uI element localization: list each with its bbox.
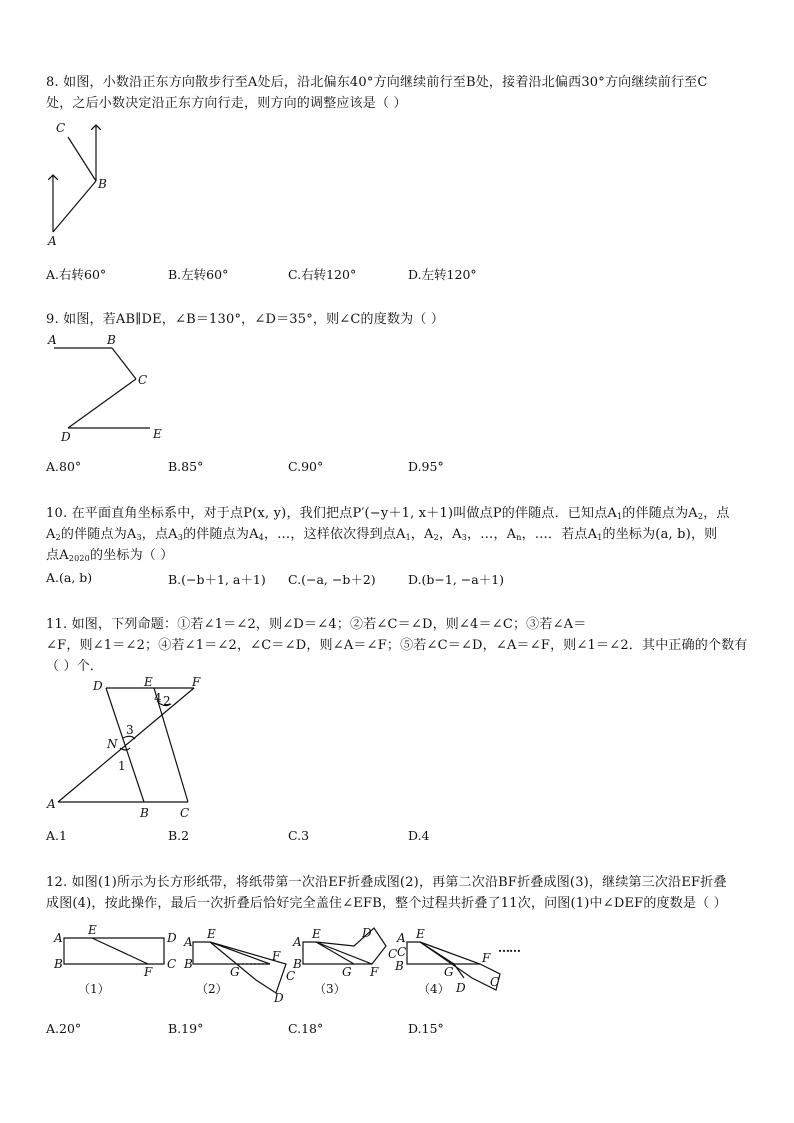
q12-fig4-strip: [407, 942, 480, 964]
q11-option-a[interactable]: A.1: [46, 828, 67, 843]
q12-fig3-label-c: C: [388, 947, 398, 961]
q11-segment-af: [58, 688, 194, 802]
q12-stem-line1: 12. 如图(1)所示为长方形纸带，将纸带第一次沿EF折叠成图(2)，再第二次沿BF折叠成图(3)，继续第三次沿EF折叠: [46, 875, 727, 890]
q10-option-c[interactable]: C.(−a, −b＋2): [288, 572, 376, 587]
q12-caption-2: （2）: [196, 982, 228, 996]
q12-fig2-strip: [193, 942, 270, 964]
q8-label-b: B: [98, 177, 107, 191]
q12-fig2-label-g: G: [230, 965, 240, 979]
q9-segment-cd: [68, 379, 136, 428]
q10-option-a[interactable]: A.(a, b): [46, 570, 93, 585]
q8-stem-line1: 8. 如图，小数沿正东方向散步行至A处后，沿北偏东40°方向继续前行至B处，接着沿北偏西30°方向继续前行至C: [46, 75, 708, 90]
q8-stem-line2: 处，之后小数决定沿正东方向行走，则方向的调整应该是（ ）: [46, 96, 407, 111]
q11-option-b[interactable]: B.2: [168, 828, 190, 843]
q12-fig4-label-d: D: [456, 981, 466, 995]
q12-fig1-label-f: F: [144, 965, 153, 979]
q9-label-b: B: [107, 333, 116, 347]
q12-option-d[interactable]: D.15°: [408, 1021, 444, 1036]
q9-option-c[interactable]: C.90°: [288, 459, 324, 474]
q12-fig3-label-f: F: [370, 965, 379, 979]
q8-option-a[interactable]: A.右转60°: [46, 267, 107, 282]
q12-fig4-label-g: G: [444, 965, 454, 979]
q11-stem-line2: ∠F，则∠1＝∠2；④若∠1＝∠2，∠C＝∠D，则∠A＝∠F；⑤若∠C＝∠D，∠A＝∠F，则∠1＝∠2．其中正确的个数有: [46, 638, 748, 653]
q10-stem-line3: 点$A_{2020}$的坐标为（ ）: [46, 548, 174, 563]
q9-segment-bc: [112, 348, 136, 379]
q11-label-1: 1: [118, 759, 126, 773]
q12-caption-1: （1）: [78, 982, 110, 996]
q11-label-c: C: [180, 806, 190, 820]
q11-label-2: 2: [163, 694, 171, 708]
q11-label-4: 4: [154, 691, 162, 705]
q11-option-c[interactable]: C.3: [288, 828, 310, 843]
q12-fig1-label-d: D: [167, 931, 177, 945]
q12-fig3-label-e: E: [312, 927, 321, 941]
q12-fig3-label-d: D: [362, 926, 372, 940]
q9-figure: [40, 330, 180, 445]
q12-fig3-label-g: G: [342, 965, 352, 979]
q12-fig1-label-e: E: [88, 923, 97, 937]
q12-fig1-label-c: C: [167, 957, 177, 971]
q9-stem: 9. 如图，若AB∥DE，∠B＝130°，∠D＝35°，则∠C的度数为（ ）: [46, 312, 445, 327]
q8-label-c: C: [56, 121, 66, 135]
q8-option-d[interactable]: D.左转120°: [408, 267, 477, 282]
q10-option-b[interactable]: B.(−b＋1, a＋1): [168, 572, 266, 587]
q12-fig3-strip: [303, 942, 372, 964]
q12-option-c[interactable]: C.18°: [288, 1021, 324, 1036]
q12-fig4-label-f: F: [482, 951, 491, 965]
q10-option-d[interactable]: D.(b−1, −a＋1): [408, 572, 505, 587]
q12-fig3-flap: [316, 928, 386, 964]
q12-option-b[interactable]: B.19°: [168, 1021, 204, 1036]
q11-segment-fc: [154, 688, 188, 802]
q10-stem-line2: $A_2$的伴随点为$A_3$，点$A_3$的伴随点为$A_4$，…，这样依次得到点$A_1$，$A_2$，$A_3$，…，$A_n$，…．若点$A_1$的坐标为(a, b)，则: [46, 527, 718, 542]
q12-fig4-label-b: B: [395, 959, 404, 973]
q9-option-a[interactable]: A.80°: [46, 459, 82, 474]
q8-figure: [40, 115, 130, 250]
q12-fig2-label-c: C: [286, 969, 296, 983]
q8-path-ab: [53, 181, 96, 232]
q12-option-a[interactable]: A.20°: [46, 1021, 82, 1036]
q9-label-d: D: [61, 430, 71, 444]
q12-fig2-label-d: D: [274, 991, 284, 1005]
q11-option-d[interactable]: D.4: [408, 828, 430, 843]
q12-fig4-label-c-left: C: [397, 945, 407, 959]
q12-fig4-label-e: E: [416, 927, 425, 941]
q12-fig4-label-c: C: [490, 975, 500, 989]
q9-label-a: A: [48, 333, 57, 347]
q8-option-c[interactable]: C.右转120°: [288, 267, 357, 282]
q12-ellipsis: ……: [498, 941, 520, 955]
q8-option-b[interactable]: B.左转60°: [168, 267, 229, 282]
q12-fig4-label-a: A: [397, 931, 406, 945]
q12-fig3-label-a: A: [293, 935, 302, 949]
q10-stem-line1: 10. 在平面直角坐标系中，对于点P(x, y)，我们把点P′(−y＋1, x＋1)叫做点P的伴随点．已知点$A_1$的伴随点为$A_2$，点: [46, 506, 730, 521]
q12-fig1-strip: [64, 938, 164, 964]
q11-stem-line1: 11. 如图，下列命题：①若∠1＝∠2，则∠D＝∠4；②若∠C＝∠D，则∠4＝∠C；③若∠A＝: [46, 617, 587, 632]
q11-label-n: N: [107, 737, 118, 751]
q12-figure-4: [392, 920, 542, 1005]
q11-figure: [40, 672, 220, 824]
q11-label-3: 3: [126, 723, 134, 737]
q11-label-f: F: [192, 675, 201, 689]
q12-fig3-label-b: B: [293, 957, 302, 971]
q12-fig2-label-b: B: [184, 957, 193, 971]
q8-label-a: A: [48, 234, 57, 248]
q12-caption-3: （3）: [314, 982, 346, 996]
q12-fig2-label-e: E: [207, 927, 216, 941]
q9-option-b[interactable]: B.85°: [168, 459, 204, 474]
q9-option-d[interactable]: D.95°: [408, 459, 444, 474]
q11-label-b: B: [140, 806, 149, 820]
q12-figure-1: [44, 920, 194, 1005]
q11-label-a: A: [47, 797, 56, 811]
q9-label-e: E: [153, 427, 162, 441]
q11-label-d: D: [93, 679, 103, 693]
q12-caption-4: （4）: [418, 982, 450, 996]
q12-fig2-fold-ef: [210, 942, 270, 964]
q11-angle-arc-1: [120, 748, 130, 750]
q11-stem-line3: （ ）个．: [46, 659, 104, 674]
q8-path-bc: [68, 137, 96, 181]
q12-stem-line2: 成图(4)，按此操作，最后一次折叠后恰好完全盖住∠EFB，整个过程共折叠了11次，问图(1)中∠DEF的度数是（ ）: [46, 896, 727, 911]
q9-label-c: C: [138, 373, 148, 387]
q12-fig1-fold-ef: [92, 938, 148, 964]
q11-label-e: E: [144, 675, 153, 689]
q12-fig1-label-b: B: [54, 957, 63, 971]
q12-fig2-label-f: F: [272, 949, 281, 963]
q12-fig2-label-a: A: [184, 935, 193, 949]
q12-fig1-label-a: A: [54, 931, 63, 945]
